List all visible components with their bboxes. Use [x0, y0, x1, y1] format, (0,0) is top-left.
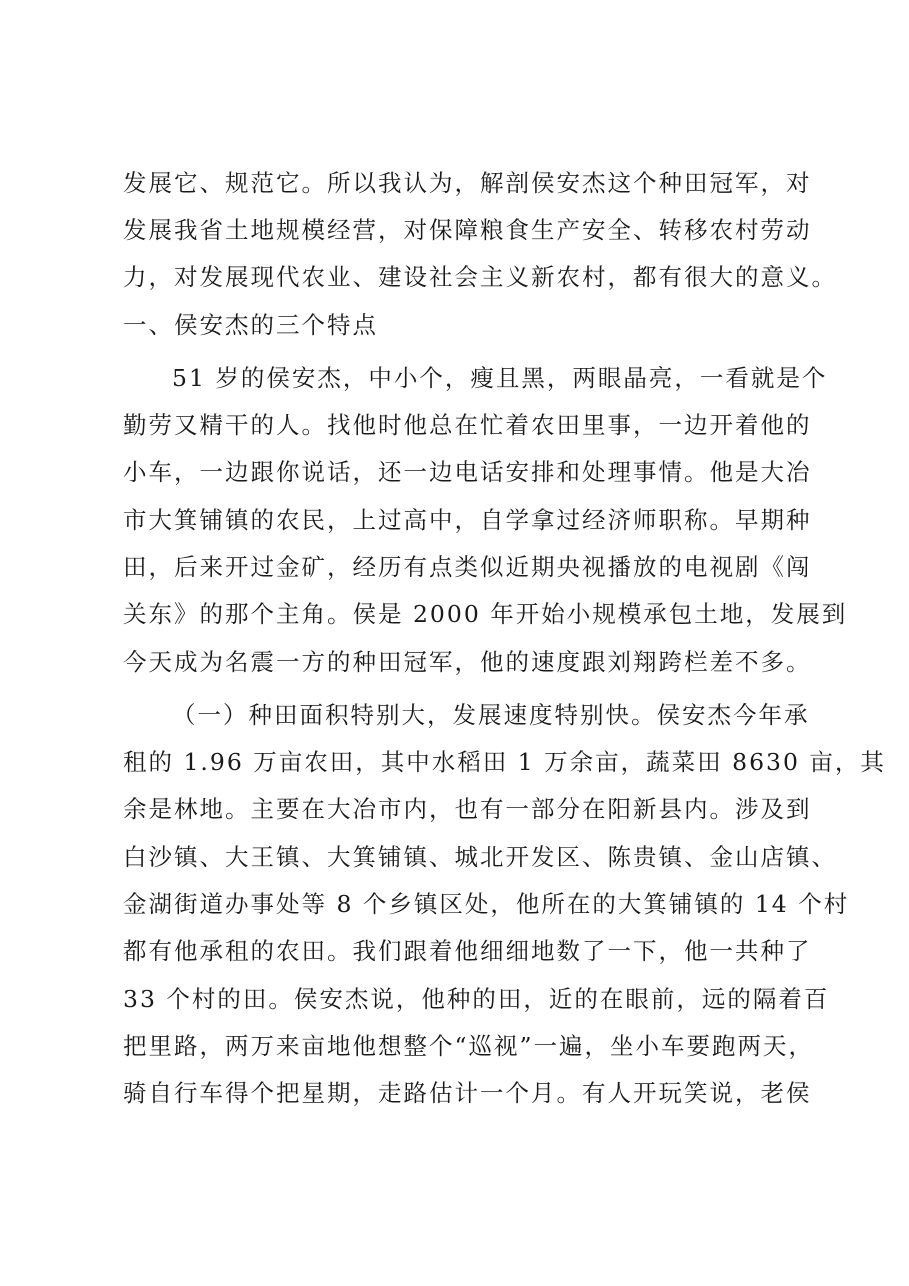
- text-line-16: 金湖街道办事处等 8 个乡镇区处，他所在的大箕铺镇的 14 个村: [123, 890, 850, 918]
- text-line-13: 租的 1.96 万亩农田，其中水稻田 1 万余亩，蔬菜田 8630 亩，其: [123, 748, 886, 776]
- text-line-9: 田，后来开过金矿，经历有点类似近期央视播放的电视剧《闯: [123, 553, 812, 581]
- text-line-17: 都有他承租的农田。我们跟着他细细地数了一下，他一共种了: [123, 937, 812, 965]
- text-line-1: 发展它、规范它。所以我认为，解剖侯安杰这个种田冠军，对: [123, 169, 812, 197]
- text-line-11: 今天成为名震一方的种田冠军，他的速度跟刘翔跨栏差不多。: [123, 648, 812, 676]
- subsection-heading: （一）种田面积特别大，发展速度特别快。侯安杰今年承: [172, 701, 810, 729]
- text-line-20: 骑自行车得个把星期，走路估计一个月。有人开玩笑说，老侯: [123, 1079, 812, 1107]
- text-line-6: 勤劳又精干的人。找他时他总在忙着农田里事，一边开着他的: [123, 411, 812, 439]
- text-line-14: 余是林地。主要在大冶市内，也有一部分在阳新县内。涉及到: [123, 795, 812, 823]
- text-line-10: 关东》的那个主角。侯是 2000 年开始小规模承包土地，发展到: [123, 600, 848, 628]
- text-line-18: 33 个村的田。侯安杰说，他种的田，近的在眼前，远的隔着百: [123, 985, 830, 1013]
- text-line-2: 发展我省土地规模经营，对保障粮食生产安全、转移农村劳动: [123, 216, 812, 244]
- text-line-8: 市大箕铺镇的农民，上过高中，自学拿过经济师职称。早期种: [123, 506, 812, 534]
- text-line-3: 力，对发展现代农业、建设社会主义新农村，都有很大的意义。: [123, 263, 837, 291]
- text-line-15: 白沙镇、大王镇、大箕铺镇、城北开发区、陈贵镇、金山店镇、: [123, 843, 837, 871]
- text-line-7: 小车，一边跟你说话，还一边电话安排和处理事情。他是大冶: [123, 458, 812, 486]
- section-heading: 一、侯安杰的三个特点: [123, 311, 378, 339]
- text-line-5: 51 岁的侯安杰，中小个，瘦且黑，两眼晶亮，一看就是个: [172, 364, 828, 392]
- text-line-19: 把里路，两万来亩地他想整个“巡视”一遍，坐小车要跑两天，: [123, 1032, 815, 1060]
